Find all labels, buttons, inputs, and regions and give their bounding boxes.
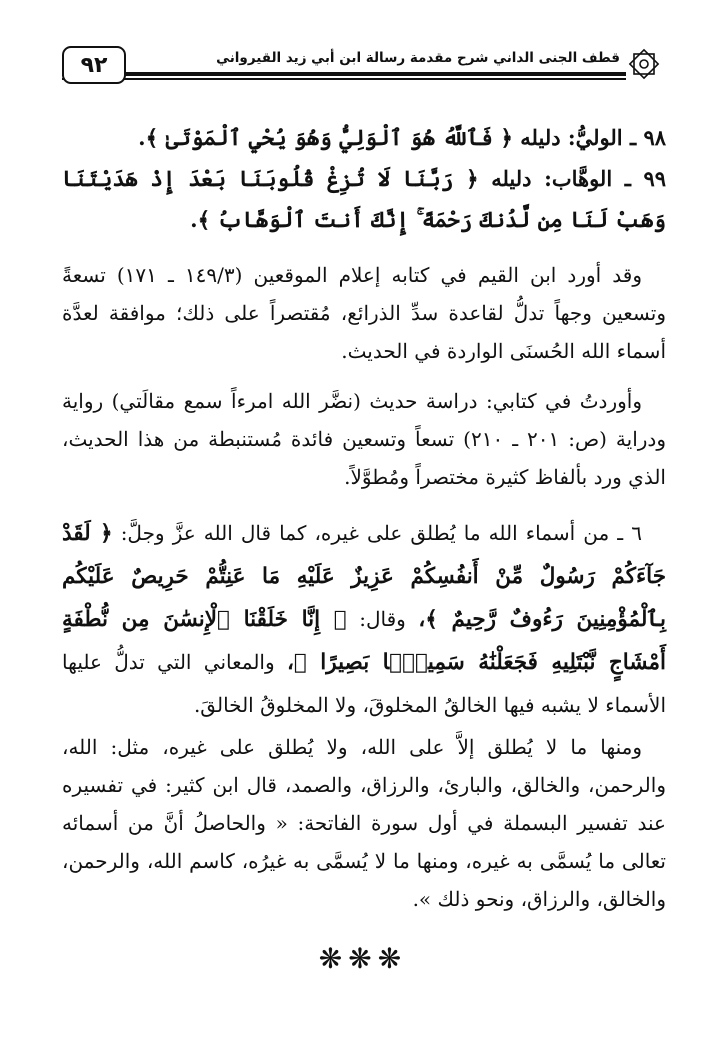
header-rule	[62, 72, 626, 76]
star-ornament-icon	[626, 46, 662, 82]
paragraph-block	[62, 728, 666, 918]
paragraph: ٦ ـ من أسماء الله ما يُطلق على غيره، كما قال الله عزَّ وجلَّ: ﴿ لَقَدْ جَآءَكُمْ رَسُولٌ مِّنْ أَنفُسِكُمْ عَزِيزٌ عَلَيْهِ مَا عَنِتُّمْ حَرِيصٌ عَلَيْكُم بِٱلْمُؤْمِنِينَ رَءُوفٌ رَّحِيمٌ ﴾، وقال: ﴿ إِنَّا خَلَقْنَا ٱلْإِنسَٰنَ مِن نُّطْفَةٍ أَمْشَاجٍ نَّبْتَلِيهِ فَجَعَلْنَٰهُ سَمِيعًۢا بَصِيرًا ﴾، والمعاني التي تدلُّ عليها الأسماء لا يشبه فيها الخالقُ المخلوقَ، ولا المخلوقُ الخالقَ.	[62, 521, 667, 717]
paragraph-block	[62, 382, 666, 496]
quran-verse: ﴿ إِنَّا خَلَقْنَا ٱلْإِنسَٰنَ مِن نُّطْفَةٍ أَمْشَاجٍ نَّبْتَلِيهِ فَجَعَلْنَٰهُ سَمِيعًۢا بَصِيرًا ﴾،	[62, 607, 666, 675]
paragraph-block	[62, 512, 666, 726]
paragraph-block	[62, 256, 666, 370]
page-header	[62, 46, 666, 86]
header-rule-thin	[62, 78, 626, 80]
quran-verse: ﴿ رَبَّنَا لَا تُزِغْ قُلُوبَنَا بَعْدَ إِذْ هَدَيْتَنَا وَهَبْ لَنَا مِن لَّدُنكَ رَحْمَةً ۚ إِنَّكَ أَنتَ ٱلْوَهَّابُ ﴾.	[62, 167, 666, 233]
paragraph: وأوردتُ في كتابي: دراسة حديث (نضَّر الله امرءاً سمع مقالَتي) رواية ودراية (ص: ٢٠١ ـ ٢١٠) تسعاً وتسعين فائدة مُستنبطة من هذا الحديث، الذي ورد بألفاظ كثيرة مختصراً ومُطوَّلاً.	[62, 389, 666, 489]
divine-name: الوهَّاب:	[544, 166, 613, 191]
list-item: ٩٨ ـ الوليُّ: دليله ﴿ فَٱللَّهُ هُوَ ٱلْوَلِيُّ وَهُوَ يُحْيِ ٱلْمَوْتَىٰ ﴾.	[138, 125, 666, 151]
divine-name: الوليُّ:	[567, 125, 623, 150]
quran-verse: ﴿ فَٱللَّهُ هُوَ ٱلْوَلِيُّ وَهُوَ يُحْيِ ٱلْمَوْتَىٰ ﴾.	[138, 126, 513, 151]
list-item: ٩٩ ـ الوهَّاب: دليله ﴿ رَبَّنَا لَا تُزِغْ قُلُوبَنَا بَعْدَ إِذْ هَدَيْتَنَا وَهَبْ لَنَا مِن لَّدُنكَ رَحْمَةً ۚ إِنَّكَ أَنتَ ٱلْوَهَّابُ ﴾.	[62, 166, 667, 233]
paragraph: ومنها ما لا يُطلق إلاَّ على الله، ولا يُطلق على غيره، مثل: الله، والرحمن، والخالق، والبارئ، والرزاق، والصمد، قال ابن كثير: في تفسيره عند تفسير البسملة في أول سورة الفاتحة: « والحاصلُ أنَّ من أسمائه تعالى ما يُسمَّى به غيره، ومنها ما لا يُسمَّى به غيرُه، كاسم الله، والرحمن، والخالق، والرزاق، ونحو ذلك ».	[62, 735, 666, 911]
quran-verse: ﴿ لَقَدْ جَآءَكُمْ رَسُولٌ مِّنْ أَنفُسِكُمْ عَزِيزٌ عَلَيْهِ مَا عَنِتُّمْ حَرِيصٌ عَلَيْكُم بِٱلْمُؤْمِنِينَ رَءُوفٌ رَّحِيمٌ ﴾،	[62, 521, 667, 632]
running-title: قطف الجنى الداني شرح مقدمة رسالة ابن أبي زيد القيرواني	[216, 50, 620, 66]
section-separator: ❋❋❋	[318, 942, 408, 975]
paragraph: وقد أورد ابن القيم في كتابه إعلام الموقعين (١٤٩/٣ ـ ١٧١) تسعةً وتسعين وجهاً تدلُّ لقاعدة سدِّ الذرائع، مُقتصراً على ذلك؛ موافقة لعدَّة أسماء الله الحُسنَى الواردة في الحديث.	[62, 263, 666, 363]
names-list	[62, 118, 666, 241]
page-number: ٩٢	[62, 46, 126, 84]
